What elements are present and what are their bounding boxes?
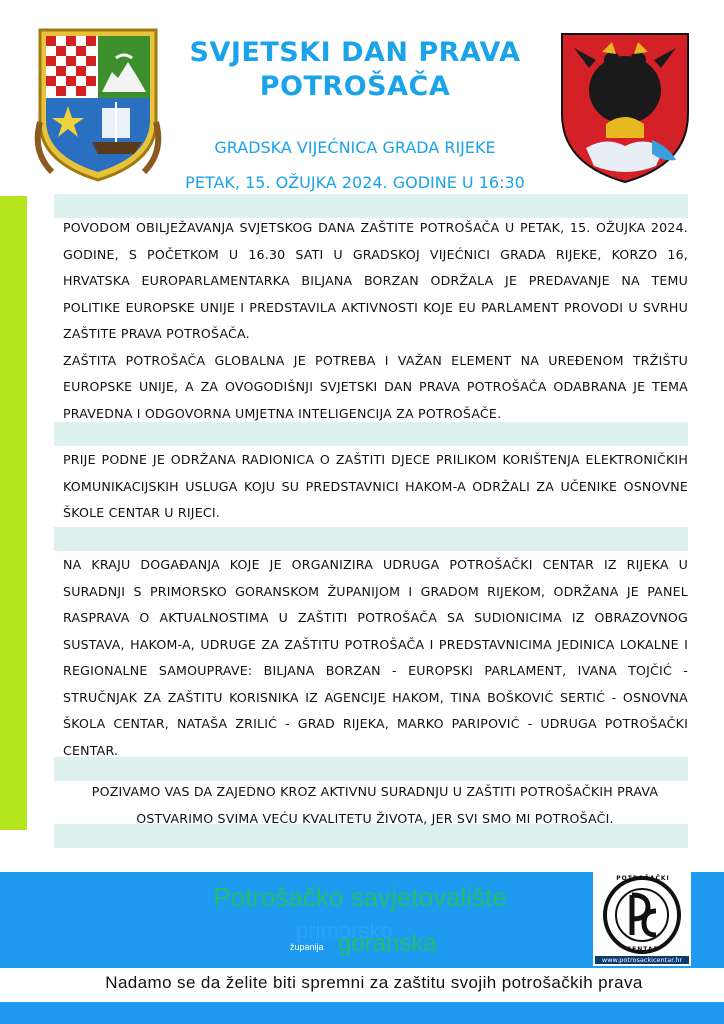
county-brand-label: primorsko — [296, 918, 393, 943]
paragraph-5: POZIVAMO VAS DA ZAJEDNO KROZ AKTIVNU SURADNJU U ZAŠTITI POTROŠAČKIH PRAVA OSTVARIMO SVIMA VEĆU KVALITETU ŽIVOTA, JER SVI SMO MI POTROŠAČI. — [91, 784, 659, 826]
event-location: GRADSKA VIJEĆNICA GRADA RIJEKE — [214, 138, 496, 157]
event-datetime: PETAK, 15. OŽUJKA 2024. GODINE U 16:30 — [185, 173, 525, 192]
paragraph-invitation — [70, 779, 680, 832]
divider-band — [54, 527, 688, 551]
paragraph-intro — [63, 215, 688, 427]
paragraph-workshop — [63, 447, 688, 527]
title-line-2: POTROŠAČA — [259, 71, 451, 102]
paragraph-2: ZAŠTITA POTROŠAČA GLOBALNA JE POTREBA I VAŽAN ELEMENT NA UREĐENOM TRŽIŠTU EUROPSKE UNIJE, A ZA OVOGODIŠNJI SVJETSKI DAN PRAVA POTROŠAČA ODABRANA JE TEMA PRAVEDNA I ODGOVORNA UMJETNA INTELIGENCIJA ZA POTROŠAČE. — [63, 352, 688, 421]
paragraph-3: PRIJE PODNE JE ODRŽANA RADIONICA O ZAŠTITI DJECE PRILIKOM KORIŠTENJA ELEKTRONIČKIH KOMUNIKACIJSKIH USLUGA KOJU SU PREDSTAVNICI HAKOM-A ODRŽALI ZA UČENIKE OSNOVNE ŠKOLE CENTAR U RIJECI. — [63, 452, 688, 520]
county-small-label: županija — [290, 942, 324, 952]
potrosacki-centar-emblem-icon — [602, 875, 682, 955]
city-coat-of-arms-icon — [556, 28, 694, 186]
county-coat-of-arms-icon — [32, 22, 164, 184]
logo-top-label: POTROŠAČKI — [616, 875, 670, 882]
footer-bottom-band — [54, 1003, 688, 1024]
paragraph-1: POVODOM OBILJEŽAVANJA SVJETSKOG DANA ZAŠTITE POTROŠAČA U PETAK, 15. OŽUJKA 2024. GODINE, S POČETKOM U 16.30 SATI U GRADSKOJ VIJEĆNICI GRADA RIJEKE, KORZO 16, HRVATSKA EUROPARLAMENTARKA BILJANA BORZAN ODRŽALA JE PREDAVANJE NA TEMU POLITIKE EUROPSKE UNIJE I PREDSTAVILA AKTIVNOSTI KOJE EU PARLAMENT PROVODI U SVRHU ZAŠTITE PRAVA POTROŠAČA. — [63, 220, 688, 341]
footer-tagline: Nadamo se da želite biti spremni za zaštitu svojih potrošačkih prava — [105, 973, 643, 992]
title-line-1: SVJETSKI DAN PRAVA — [189, 37, 521, 68]
logo-bottom-label: CENTAR — [626, 946, 660, 953]
potrosacki-centar-logo[interactable] — [593, 872, 691, 966]
county-name-label: goranska — [338, 930, 437, 957]
logo-url[interactable]: www.potrosackicentar.hr — [595, 956, 689, 964]
paragraph-panel — [63, 552, 688, 764]
county-logo — [288, 918, 468, 958]
page-title — [150, 36, 560, 104]
paragraph-4: NA KRAJU DOGAĐANJA KOJE JE ORGANIZIRA UDRUGA POTROŠAČKI CENTAR IZ RIJEKA U SURADNJI S PRIMORSKO GORANSKOM ŽUPANIJOM I GRADOM RIJEKOM, ODRŽANA JE PANEL RASPRAVA O AKTUALNOSTIMA U ZAŠTITI POTROŠAČA SA SUDIONICIMA IZ OBRAZOVNOG SUSTAVA, HAKOM-A, UDRUGE ZA ZAŠTITU POTROŠAČA I PREDSTAVNICIMA JEDINICA LOKALNE I REGIONALNE SAMOUPRAVE: BILJANA BORZAN - EUROPSKI PARLAMENT, IVANA TOJČIĆ - STRUČNJAK ZA ZAŠTITU KORISNIKA IZ AGENCIJE HAKOM, TINA BOŠKOVIĆ SERTIĆ - OSNOVNA ŠKOLA CENTAR, NATAŠA ZRILIĆ - GRAD RIJEKA, MARKO PARIPOVIĆ - UDRUGA POTROŠAČKI CENTAR. — [63, 557, 688, 758]
advisory-title: Potrošačko savjetovalište — [213, 882, 507, 912]
left-accent-bar — [0, 196, 27, 830]
